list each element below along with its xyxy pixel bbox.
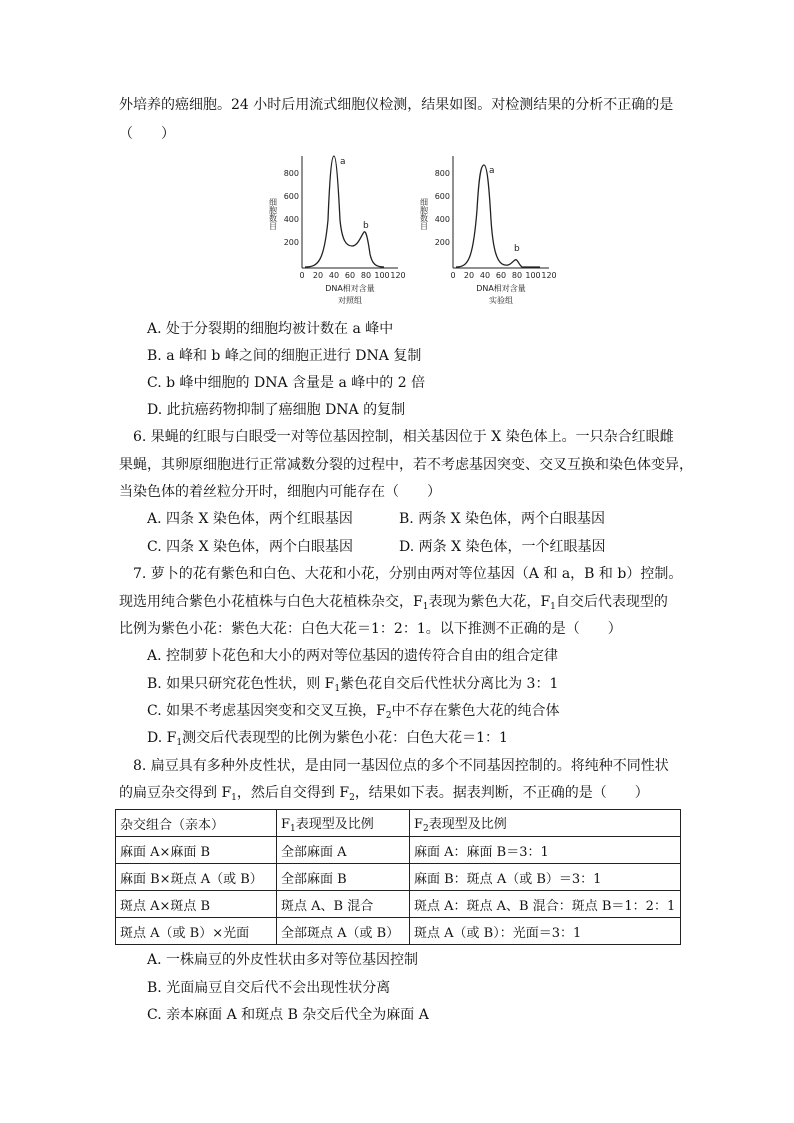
svg-text:0: 0: [299, 271, 305, 280]
q5-option-b: B. a 峰和 b 峰之间的细胞正进行 DNA 复制: [147, 348, 422, 364]
svg-text:100: 100: [525, 271, 541, 280]
q6-option-d: D. 两条 X 染色体，一个红眼基因: [399, 539, 606, 555]
svg-text:600: 600: [434, 192, 450, 201]
svg-text:60: 60: [495, 271, 507, 280]
q5-option-a: A. 处于分裂期的细胞均被计数在 a 峰中: [147, 321, 394, 337]
control-histogram-curve: [305, 156, 384, 267]
svg-text:20: 20: [312, 271, 324, 280]
q6-option-c: C. 四条 X 染色体，两个白眼基因: [147, 539, 353, 555]
ytick-400: 400: [283, 215, 299, 224]
control-caption: 对照组: [338, 296, 362, 305]
svg-text:60: 60: [344, 271, 356, 280]
experiment-group-chart: [420, 156, 557, 305]
flow-cytometry-figure: [260, 150, 560, 310]
control-group-chart: [269, 156, 406, 305]
control-peak-b: b: [363, 221, 369, 231]
q6-option-a: A. 四条 X 染色体，两个红眼基因: [147, 511, 353, 527]
experiment-histogram-curve: [456, 165, 540, 267]
table-header-f2: $F_2$表现型及比例: [410, 810, 681, 837]
q6-stem-line1: 6. 果蝇的红眼与白眼受一对等位基因控制，相关基因位于 X 染色体上。一只杂合红眼雌: [133, 429, 674, 445]
svg-text:800: 800: [434, 169, 450, 178]
q7-stem-line1: 7. 萝卜的花有紫色和白色、大花和小花，分别由两对等位基因（A 和 a，B 和 b）控制。: [133, 566, 683, 582]
q7-option-d: D. $F_1$测交后代表现型的比例为紫色小花：白色大花＝1：1: [147, 730, 508, 748]
q5-stem-line1: 外培养的癌细胞。24 小时后用流式细胞仪检测，结果如图。对检测结果的分析不正确的是: [119, 97, 674, 113]
q7-option-a: A. 控制萝卜花色和大小的两对等位基因的遗传符合自由的组合定律: [147, 648, 559, 664]
svg-text:120: 120: [541, 271, 557, 280]
q8-option-a: A. 一株扁豆的外皮性状由多对等位基因控制: [147, 952, 419, 968]
q8-option-b: B. 光面扁豆自交后代不会出现性状分离: [147, 980, 391, 996]
ytick-800: 800: [283, 169, 299, 178]
q8-stem-line2: 的扁豆杂交得到 $F_1$，然后自交得到 $F_2$，结果如下表。据表判断，不正确的是（ ）: [119, 785, 649, 803]
table-header-row: [116, 810, 681, 837]
svg-text:400: 400: [434, 215, 450, 224]
svg-text:40: 40: [328, 271, 340, 280]
q7-option-b: B. 如果只研究花色性状，则 $F_1$紫色花自交后代性状分离比为 3：1: [147, 676, 559, 694]
q5-option-c: C. b 峰中细胞的 DNA 含量是 a 峰中的 2 倍: [147, 375, 426, 391]
table-row: 斑点 A×斑点 B 斑点 A、B 混合 斑点 A：斑点 A、B 混合：斑点 B＝1：2：1: [116, 891, 681, 918]
ytick-600: 600: [283, 192, 299, 201]
q8-stem-line1: 8. 扁豆具有多种外皮性状，是由同一基因位点的多个不同基因控制的。将纯种不同性状: [133, 758, 669, 774]
experiment-peak-a: a: [489, 166, 495, 176]
svg-text:200: 200: [434, 238, 450, 247]
q5-stem-line2: （ ）: [119, 126, 175, 142]
q6-stem-line2: 果蝇，其卵原细胞进行正常减数分裂的过程中，若不考虑基因突变、交叉互换和染色体变异，: [119, 457, 693, 473]
svg-text:100: 100: [374, 271, 390, 280]
svg-text:0: 0: [450, 271, 456, 280]
table-row: 斑点 A（或 B）×光面 全部斑点 A（或 B） 斑点 A（或 B）：光面＝3：1: [116, 918, 681, 945]
experiment-caption: 实验组: [489, 296, 513, 305]
svg-text:20: 20: [463, 271, 475, 280]
table-header-f1: $F_1$表现型及比例: [277, 810, 410, 837]
ytick-200: 200: [283, 238, 299, 247]
control-ylabel: 细胞数目: [268, 198, 278, 230]
genetics-table: [115, 809, 681, 945]
svg-text:80: 80: [511, 271, 523, 280]
table-row: 麻面 B×斑点 A（或 B） 全部麻面 B 麻面 B：斑点 A（或 B）＝3：1: [116, 864, 681, 891]
svg-text:80: 80: [360, 271, 372, 280]
q6-option-b: B. 两条 X 染色体，两个白眼基因: [399, 511, 606, 527]
q8-option-c: C. 亲本麻面 A 和斑点 B 杂交后代全为麻面 A: [147, 1007, 429, 1023]
q7-stem-line3: 比例为紫色小花：紫色大花：白色大花＝1：2：1。以下推测不正确的是（ ）: [119, 621, 622, 637]
q7-stem-line2: 现选用纯合紫色小花植株与白色大花植株杂交，$F_1$表现为紫色大花，$F_1$自交后代表现型的: [119, 594, 668, 612]
control-peak-a: a: [340, 157, 346, 167]
experiment-ylabel: 细胞数目: [419, 198, 429, 230]
control-xlabel: DNA相对含量: [325, 284, 375, 293]
svg-text:120: 120: [390, 271, 406, 280]
table-header-cross: 杂交组合（亲本）: [116, 810, 277, 837]
svg-text:40: 40: [479, 271, 491, 280]
q5-option-d: D. 此抗癌药物抑制了癌细胞 DNA 的复制: [147, 402, 406, 418]
experiment-xlabel: DNA相对含量: [476, 284, 526, 293]
q6-stem-line3: 当染色体的着丝粒分开时，细胞内可能存在（ ）: [119, 484, 441, 500]
table-row: 麻面 A×麻面 B 全部麻面 A 麻面 A：麻面 B＝3：1: [116, 837, 681, 864]
q7-option-c: C. 如果不考虑基因突变和交叉互换，$F_2$中不存在紫色大花的纯合体: [147, 703, 560, 721]
experiment-peak-b: b: [514, 244, 520, 254]
